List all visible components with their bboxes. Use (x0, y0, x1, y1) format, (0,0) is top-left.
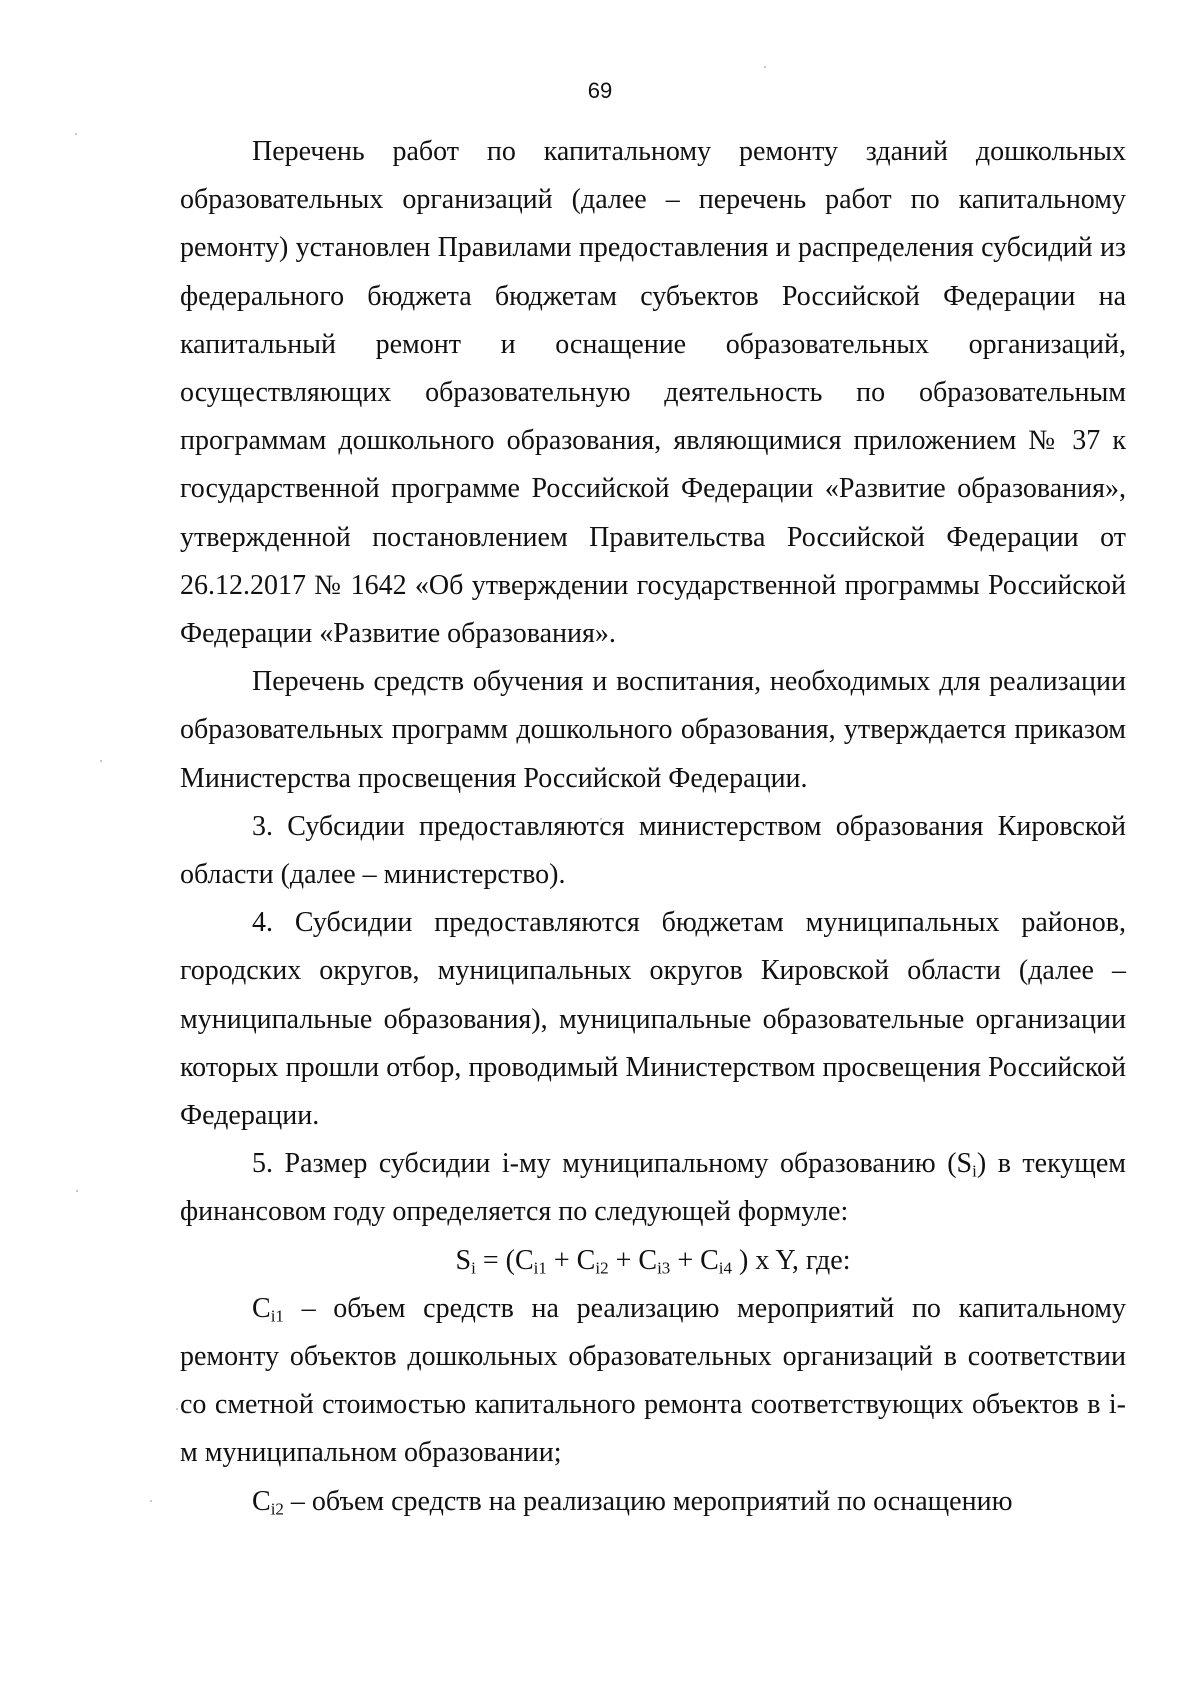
definition-c-i2 (180, 1478, 1126, 1526)
definition-symbol: $C_{i2}$ (252, 1485, 284, 1518)
scan-speck (764, 66, 766, 68)
paragraph-item-5-start: 5. Размер субсидии i-му муниципальному образованию (S (252, 1148, 973, 1180)
page-number: 69 (587, 78, 613, 103)
formula-c-i1: $C_{i1}$ (514, 1244, 547, 1277)
scan-speck (100, 760, 102, 762)
formula-plus: + (608, 1244, 639, 1276)
paragraph-item-4: 4. Субсидии предоставляются бюджетам муниципальных районов, городских округов, муниципальных округов Кировской области (далее – муниципальные образования), муниципальные образовательные организации которых прошли отбор, проводимый Министерством просвещения Российской Федерации. (180, 907, 1126, 1132)
paragraph-item-3: 3. Субсидии предоставляются министерством образования Кировской области (далее – министерство). (180, 810, 1126, 891)
definition-text: – объем средств на реализацию мероприятий по оснащению (283, 1485, 1013, 1517)
paragraph-item-5-end: ) в текущем финансовом году определяется по следующей формуле: (180, 1148, 1127, 1228)
scan-speck (150, 1500, 152, 1502)
formula-tail: ) x Y, где: (732, 1244, 851, 1276)
scan-speck (76, 1190, 78, 1192)
definition-text: – объем средств на реализацию мероприятий по капитальному ремонту объектов дошкольных образовательных организаций в соответствии со сметной стоимостью капитального ремонта соответствующих объектов в i-м муниципальном образовании; (180, 1292, 1126, 1469)
formula-c-i4: $C_{i4}$ (700, 1244, 733, 1277)
subsidy-formula (180, 1237, 1126, 1285)
paragraph-repair-works-list: Перечень работ по капитальному ремонту зданий дошкольных образовательных организаций (далее – перечень работ по капитальному ремонту) установлен Правилами предоставления и распределения субсидий из федерального бюджета бюджетам субъектов Российской Федерации на капитальный ремонт и оснащение образовательных организаций, осуществляющих образовательную деятельность по образовательным программам дошкольного образования, являющимися приложением № 37 к государственной программе Российской Федерации «Развитие образования», утвержденной постановлением Правительства Российской Федерации от 26.12.2017 № 1642 «Об утверждении государственной программы Российской Федерации «Развитие образования». (180, 136, 1126, 650)
formula-s: $S_i$ (455, 1244, 476, 1277)
subsidy-symbol-subscript: i (972, 1161, 977, 1181)
formula-plus: + (670, 1244, 701, 1276)
paragraph-item-5 (180, 1140, 1126, 1236)
definition-symbol: $C_{i1}$ (252, 1292, 284, 1326)
formula-c-i2: $C_{i2}$ (576, 1244, 609, 1277)
document-body (180, 128, 1126, 1526)
formula-c-i3: $C_{i3}$ (638, 1244, 671, 1277)
paragraph-teaching-aids-list: Перечень средств обучения и воспитания, необходимых для реализации образовательных программ дошкольного образования, утверждается приказом Министерства просвещения Российской Федерации. (180, 666, 1126, 794)
formula-equals-open: = ( (475, 1244, 515, 1276)
scan-speck (176, 1408, 178, 1410)
formula-plus: + (546, 1244, 577, 1276)
scan-speck (75, 133, 77, 135)
definition-c-i1 (180, 1285, 1126, 1478)
